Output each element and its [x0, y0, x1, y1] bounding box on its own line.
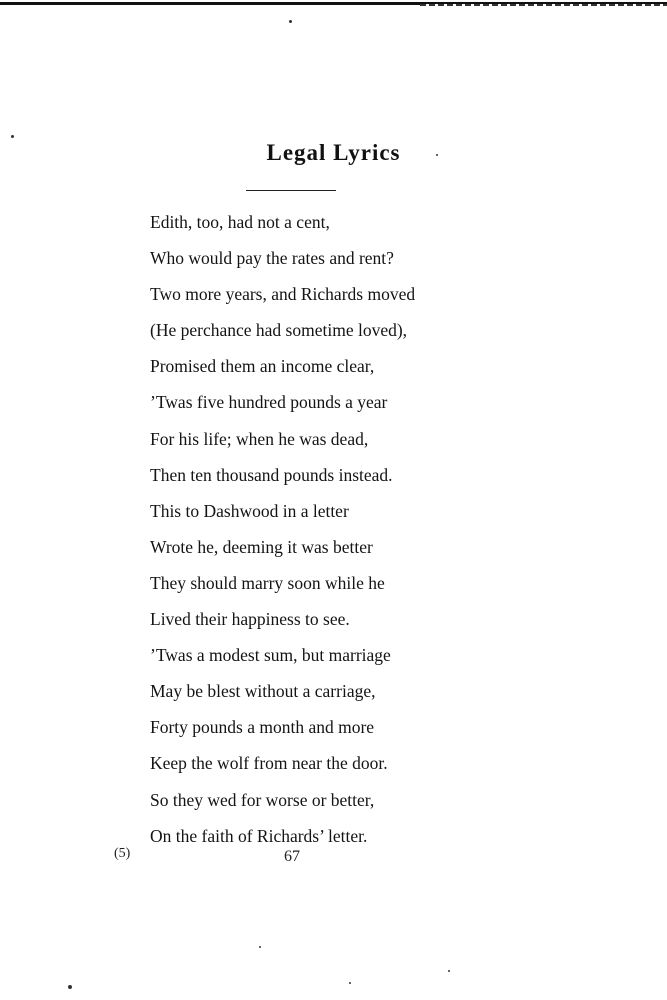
top-border-rule-fade — [420, 4, 667, 6]
poem-line: May be blest without a carriage, — [150, 681, 376, 702]
poem-line: (He perchance had sometime loved), — [150, 320, 408, 341]
ink-speck — [349, 982, 351, 984]
signature-mark: (5) — [114, 846, 131, 861]
poem-line: For his life; when he was dead, — [150, 428, 369, 449]
ink-speck — [68, 985, 72, 989]
running-head: Legal Lyrics — [266, 140, 401, 165]
poem-line: Who would pay the rates and rent? — [150, 248, 394, 269]
ink-speck — [448, 970, 450, 972]
page-number: 67 — [284, 848, 300, 865]
poem-line: This to Dashwood in a letter — [150, 500, 349, 521]
poem-line: They should marry soon while he — [150, 572, 385, 593]
poem-line: Wrote he, deeming it was better — [150, 536, 373, 557]
poem-line: Lived their happiness to see. — [150, 609, 350, 630]
poem-body — [150, 204, 570, 854]
poem-line: Edith, too, had not a cent, — [150, 212, 330, 232]
running-head-rule — [246, 190, 336, 191]
poem-line: Two more years, and Richards moved — [150, 284, 416, 305]
poem-line: So they wed for worse or better, — [150, 789, 375, 810]
poem-line: Keep the wolf from near the door. — [150, 753, 388, 774]
ink-speck — [289, 20, 292, 23]
poem-line: ’Twas a modest sum, but marriage — [150, 645, 391, 666]
poem-line: Forty pounds a month and more — [150, 717, 375, 738]
ink-speck — [259, 946, 261, 948]
ink-speck — [11, 135, 14, 138]
poem-line: Promised them an income clear, — [150, 356, 375, 377]
poem-line: On the faith of Richards’ letter. — [150, 825, 368, 846]
poem-line: Then ten thousand pounds instead. — [150, 464, 393, 485]
poem-line: ’Twas five hundred pounds a year — [150, 392, 388, 413]
